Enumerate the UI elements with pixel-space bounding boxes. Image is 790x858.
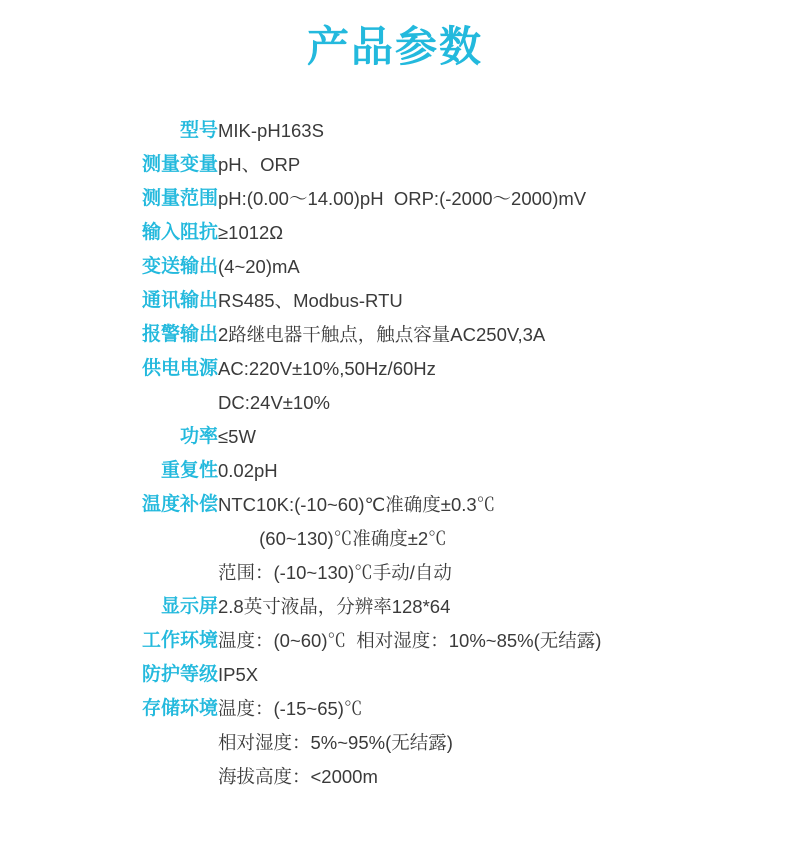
spec-value-line: 温度：(-15~65)℃ bbox=[218, 698, 363, 719]
spec-value-line: DC:24V±10% bbox=[218, 392, 330, 413]
spec-value bbox=[218, 658, 790, 692]
page-title: 产品参数 bbox=[306, 23, 483, 70]
spec-value bbox=[218, 692, 790, 794]
table-row bbox=[0, 420, 790, 454]
table-row bbox=[0, 148, 790, 182]
table-row bbox=[0, 182, 790, 216]
spec-value bbox=[218, 488, 790, 590]
spec-value-line: ≥1012Ω bbox=[218, 222, 284, 243]
spec-value bbox=[218, 590, 790, 624]
spec-value-line: (4~20)mA bbox=[218, 256, 300, 277]
spec-table-body bbox=[0, 114, 790, 794]
table-row bbox=[0, 658, 790, 692]
spec-value-line: pH:(0.00～14.00)pH ORP:(-2000～2000)mV bbox=[218, 188, 587, 209]
spec-value-line: 0.02pH bbox=[218, 460, 278, 481]
table-row bbox=[0, 284, 790, 318]
spec-value bbox=[218, 284, 790, 318]
spec-label: 输入阻抗 bbox=[141, 222, 218, 243]
table-row bbox=[0, 114, 790, 148]
spec-table bbox=[0, 114, 790, 794]
table-row bbox=[0, 590, 790, 624]
spec-label: 存储环境 bbox=[141, 698, 218, 719]
table-row bbox=[0, 692, 790, 794]
spec-value-line: RS485、Modbus-RTU bbox=[218, 290, 403, 311]
spec-label: 报警输出 bbox=[141, 324, 218, 345]
spec-value bbox=[218, 454, 790, 488]
spec-value-line: AC:220V±10%,50Hz/60Hz bbox=[218, 358, 436, 379]
spec-value-line: 温度：(0~60)℃ 相对湿度：10%~85%(无结露) bbox=[218, 630, 602, 651]
spec-value-line: (60~130)℃准确度±2℃ bbox=[218, 528, 447, 549]
spec-value-line: 范围：(-10~130)℃手动/自动 bbox=[218, 562, 452, 583]
spec-value bbox=[218, 624, 790, 658]
spec-value-line: IP5X bbox=[218, 664, 259, 685]
spec-label: 温度补偿 bbox=[141, 494, 218, 515]
spec-value-line: ≤5W bbox=[218, 426, 256, 447]
spec-label: 供电电源 bbox=[141, 358, 218, 379]
table-row bbox=[0, 488, 790, 590]
table-row bbox=[0, 318, 790, 352]
spec-value bbox=[218, 148, 790, 182]
spec-label: 变送输出 bbox=[141, 256, 218, 277]
spec-value-line: MIK-pH163S bbox=[218, 120, 324, 141]
table-row bbox=[0, 624, 790, 658]
spec-label: 测量变量 bbox=[141, 154, 218, 175]
spec-value bbox=[218, 216, 790, 250]
table-row bbox=[0, 216, 790, 250]
table-row bbox=[0, 454, 790, 488]
spec-value-line: 2路继电器干触点，触点容量AC250V,3A bbox=[218, 324, 546, 345]
spec-label: 重复性 bbox=[160, 460, 218, 481]
spec-value-line: 2.8英寸液晶，分辨率128*64 bbox=[218, 596, 451, 617]
spec-value bbox=[218, 182, 790, 216]
spec-label: 工作环境 bbox=[141, 630, 218, 651]
spec-label: 型号 bbox=[179, 120, 218, 141]
spec-value bbox=[218, 420, 790, 454]
spec-value bbox=[218, 250, 790, 284]
spec-value bbox=[218, 114, 790, 148]
spec-value bbox=[218, 318, 790, 352]
spec-label: 测量范围 bbox=[141, 188, 218, 209]
spec-value-line: pH、ORP bbox=[218, 154, 301, 175]
table-row bbox=[0, 352, 790, 420]
table-row bbox=[0, 250, 790, 284]
spec-value-line: 海拔高度：<2000m bbox=[218, 766, 378, 787]
spec-value-line: NTC10K:(-10~60)℃准确度±0.3℃ bbox=[218, 494, 496, 515]
spec-label: 显示屏 bbox=[160, 596, 218, 617]
spec-label: 通讯输出 bbox=[141, 290, 218, 311]
spec-value bbox=[218, 352, 790, 420]
spec-value-line: 相对湿度：5%~95%(无结露) bbox=[218, 732, 453, 753]
spec-label: 防护等级 bbox=[141, 664, 218, 685]
spec-label: 功率 bbox=[179, 426, 218, 447]
